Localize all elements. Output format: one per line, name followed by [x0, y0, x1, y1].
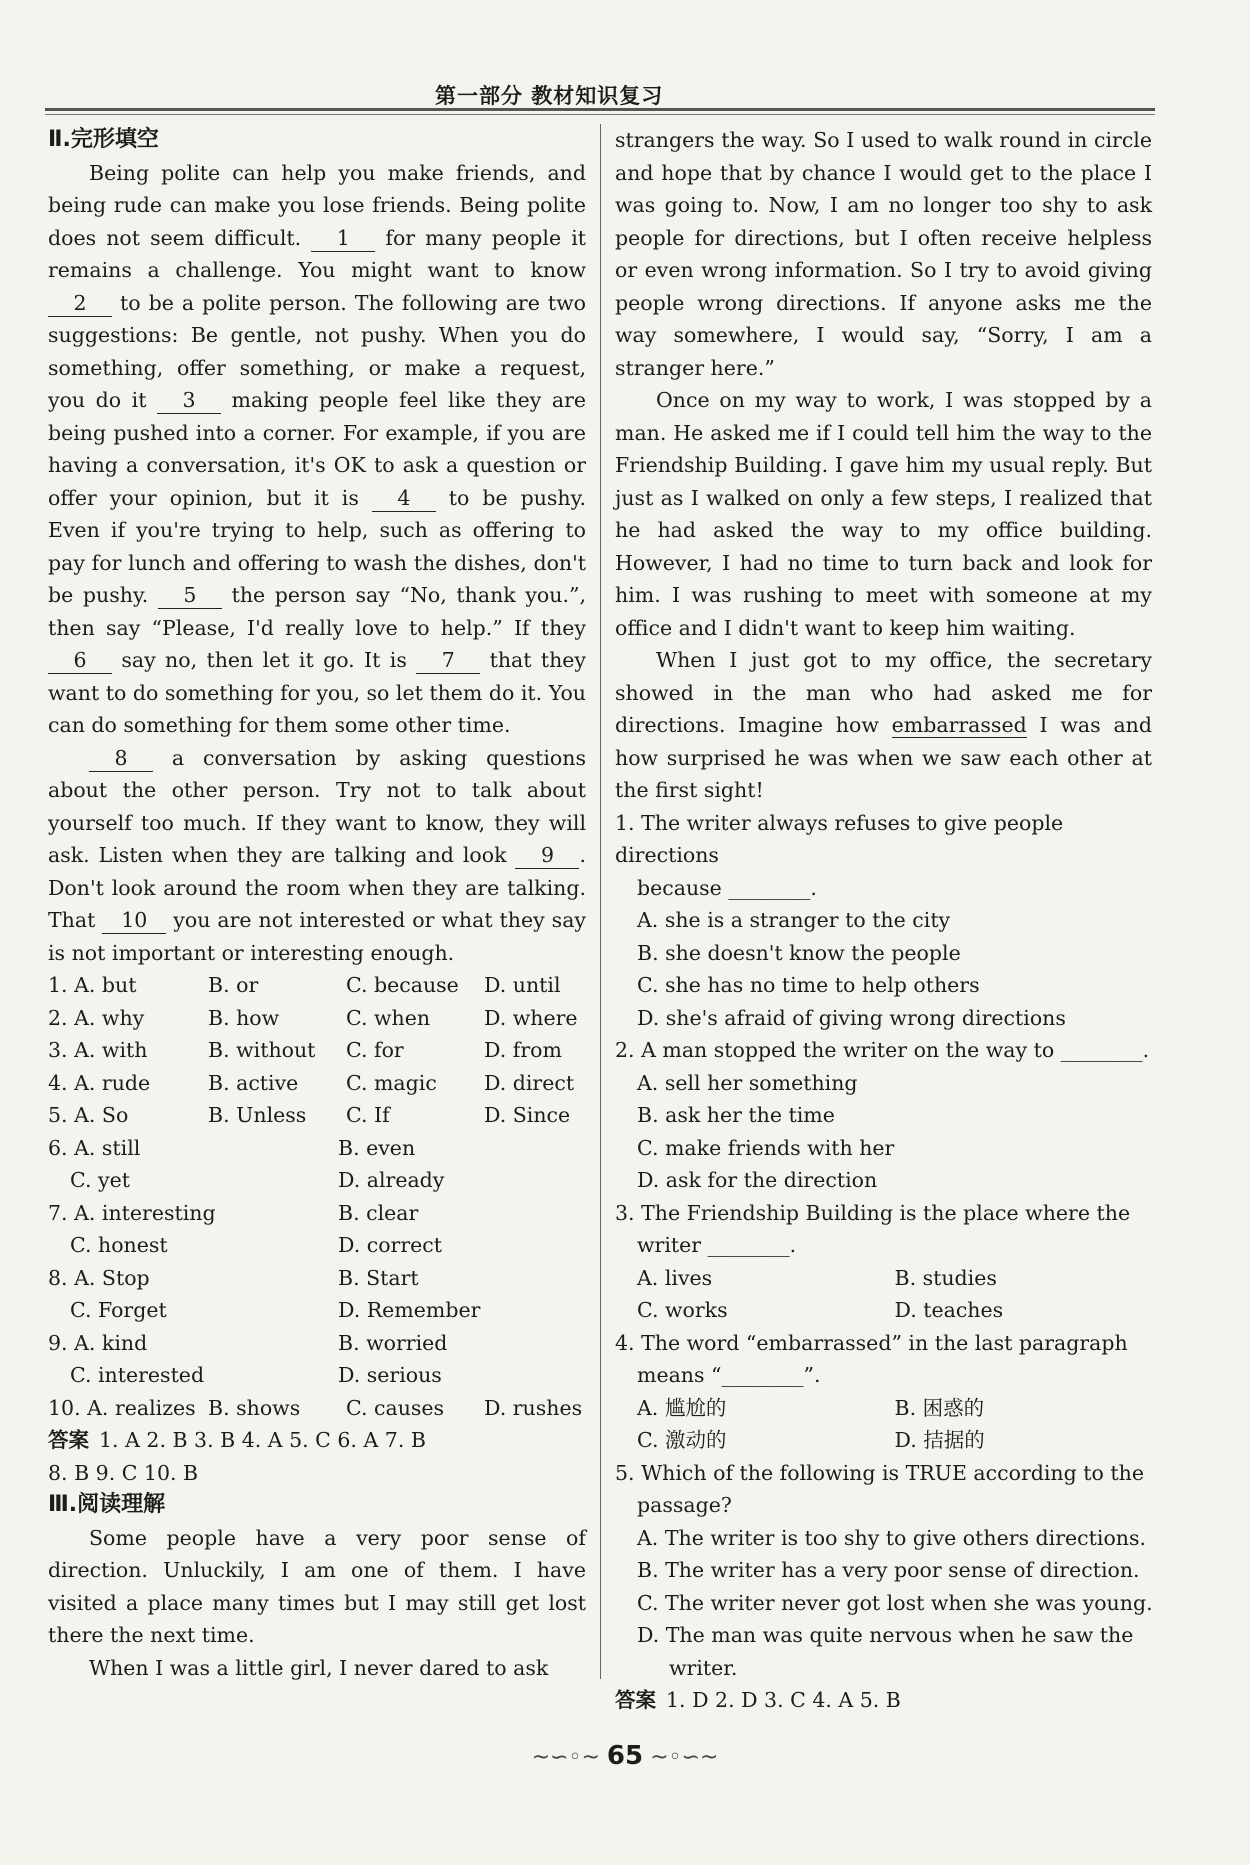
q1-option-b[interactable]: B. she doesn't know the people	[637, 940, 961, 965]
q3-option-a[interactable]: A. lives	[637, 1265, 713, 1290]
underlined-word: embarrassed	[891, 713, 1027, 737]
q3-option-b[interactable]: B. studies	[894, 1265, 997, 1290]
q3-option-c[interactable]: C. works	[637, 1298, 728, 1322]
cloze-paragraph-1: Being polite can help you make friends, and being rude can make you lose friends. Being polite does not seem difficult. 1 for many people it remains a challenge. You might want to know 2 to be a polite person. The following are two suggestions: Be gentle, not pushy. When you do something, offer something, or make a request, you do it 3 making people feel like they are being pushed into a corner. For example, if you are having a conversation, it's OK to ask a question or offer your opinion, but it is 4 to be pushy. Even if you're trying to help, such as offering to pay for lunch and offering to wash the dishes, don't be pushy. 5 the person say “No, thank you.”, then say “Please, I'd really love to help.” If they 6 say no, then let it go. It is 7 that they want to do something for you, so let them do it. You can do something for them some other time.	[48, 160, 587, 737]
q3-option-d[interactable]: D. teaches	[894, 1298, 1004, 1322]
question-2: 2. A man stopped the writer on the way to ________. A. sell her something B. ask her the time C. make friends with her D. ask for the direction	[615, 1034, 1152, 1197]
page-header	[45, 78, 1155, 118]
cloze-options-1: 1. A. but B. or C. because D. until	[48, 973, 561, 997]
cloze-blank-2[interactable]: 2	[48, 290, 112, 317]
reading-answers: 答案 1. D 2. D 3. C 4. A 5. B	[615, 1688, 901, 1712]
q5-option-d-cont: writer.	[669, 1655, 738, 1680]
q2-option-c[interactable]: C. make friends with her	[637, 1135, 895, 1160]
cloze-blank-10[interactable]: 10	[102, 907, 166, 934]
cloze-options-7b: C. honest D. correct	[70, 1233, 443, 1257]
cloze-blank-4[interactable]: 4	[372, 485, 436, 512]
q4-option-d[interactable]: D. 拮据的	[894, 1428, 985, 1452]
q1-option-d[interactable]: D. she's afraid of giving wrong directions	[637, 1005, 1066, 1030]
q5-option-a[interactable]: A. The writer is too shy to give others directions.	[637, 1525, 1147, 1550]
reading-paragraph-1: Some people have a very poor sense of direction. Unluckily, I am one of them. I have visited a place many times but I may still get lost there the next time.	[48, 1525, 586, 1647]
reading-paragraph-4: When I just got to my office, the secretary showed in the man who had asked me for directions. Imagine how embarrassed I was and how surprised he was when we saw each other at the first sight!	[615, 648, 1152, 802]
cloze-options-2: 2. A. why B. how C. when D. where	[48, 1005, 578, 1030]
cloze-options-9a: 9. A. kind B. worried	[48, 1330, 448, 1355]
cloze-options-10: 10. A. realizes B. shows C. causes D. rushes	[48, 1395, 583, 1420]
header-rule-thin	[45, 114, 1155, 115]
question-3: 3. The Friendship Building is the place where the writer ________. A. lives B. studies C. works D. teaches	[615, 1197, 1152, 1327]
cloze-options-3: 3. A. with B. without C. for D. from	[48, 1038, 562, 1062]
cloze-blank-7[interactable]: 7	[416, 647, 480, 674]
cloze-options-4: 4. A. rude B. active C. magic D. direct	[48, 1070, 575, 1095]
cloze-options-6b: C. yet D. already	[70, 1168, 445, 1192]
q2-option-a[interactable]: A. sell her something	[637, 1070, 858, 1095]
q4-option-c[interactable]: C. 激动的	[637, 1428, 727, 1452]
question-4: 4. The word “embarrassed” in the last paragraph means “________”. A. 尴尬的 B. 困惑的 C. 激动的 D. 拮据的	[615, 1327, 1152, 1457]
cloze-answers: 答案 1. A 2. B 3. B 4. A 5. C 6. A 7. B	[48, 1428, 426, 1452]
cloze-options-5: 5. A. So B. Unless C. If D. Since	[48, 1103, 571, 1127]
cloze-section-title: Ⅱ.完形填空	[48, 127, 159, 152]
cloze-blank-5[interactable]: 5	[158, 582, 222, 609]
header-rule	[45, 108, 1155, 111]
q5-option-b[interactable]: B. The writer has a very poor sense of direction.	[637, 1558, 1140, 1582]
cloze-blank-8[interactable]: 8	[89, 745, 153, 772]
right-column	[615, 124, 1152, 1717]
left-ornament-icon: ~∽◦~	[531, 1745, 607, 1770]
q4-option-a[interactable]: A. 尴尬的	[637, 1395, 727, 1420]
column-divider	[600, 124, 601, 1679]
q2-option-d[interactable]: D. ask for the direction	[637, 1168, 878, 1192]
left-column	[48, 124, 586, 1684]
q4-option-b[interactable]: B. 困惑的	[894, 1395, 985, 1420]
cloze-options-7a: 7. A. interesting B. clear	[48, 1200, 419, 1225]
cloze-blank-1[interactable]: 1	[311, 225, 375, 252]
q5-option-d[interactable]: D. The man was quite nervous when he saw the	[637, 1623, 1134, 1647]
q1-option-a[interactable]: A. she is a stranger to the city	[637, 908, 951, 932]
cloze-paragraph-2: 8 a conversation by asking questions about the other person. Try not to talk about yourself too much. If they want to know, they will ask. Listen when they are talking and look 9 . Don't look around the room when they are talking. That 10 you are not interested or what they say is not important or interesting enough.	[48, 745, 586, 965]
cloze-answers-cont: 8. B 9. C 10. B	[48, 1460, 199, 1485]
cloze-blank-6[interactable]: 6	[48, 647, 112, 674]
question-1: 1. The writer always refuses to give people directions because ________. A. she is a stranger to the city B. she doesn't know the people C. she has no time to help others D. she's afraid of giving wrong directions	[615, 807, 1152, 1035]
cloze-blank-9[interactable]: 9	[515, 842, 579, 869]
reading-paragraph-2-start: When I was a little girl, I never dared to ask	[89, 1655, 549, 1680]
page-number: ~∽◦~ 65 ~◦∽~	[531, 1741, 719, 1771]
cloze-blank-3[interactable]: 3	[157, 387, 221, 414]
cloze-options-9b: C. interested D. serious	[70, 1363, 442, 1387]
cloze-options-8a: 8. A. Stop B. Start	[48, 1265, 419, 1290]
q5-option-c[interactable]: C. The writer never got lost when she was young.	[637, 1590, 1153, 1615]
header-title: 第一部分 教材知识复习	[435, 84, 664, 108]
reading-paragraph-3: Once on my way to work, I was stopped by a man. He asked me if I could tell him the way to the Friendship Building. I gave him my usual reply. But just as I walked on only a few steps, I realized that he had asked the way to my office building. However, I had no time to turn back and look for him. I was rushing to meet with someone at my office and I didn't want to keep him waiting.	[615, 388, 1152, 640]
cloze-options-8b: C. Forget D. Remember	[70, 1298, 481, 1322]
question-5: 5. Which of the following is TRUE according to the passage? A. The writer is too shy to give others directions. B. The writer has a very poor sense of direction. C. The writer never got lost when she was young. D. The man was quite nervous when he saw the writer.	[615, 1457, 1152, 1685]
q2-option-b[interactable]: B. ask her the time	[637, 1103, 835, 1127]
right-ornament-icon: ~◦∽~	[643, 1745, 719, 1770]
q1-option-c[interactable]: C. she has no time to help others	[637, 973, 980, 997]
cloze-options-6a: 6. A. still B. even	[48, 1135, 416, 1160]
reading-section-title: Ⅲ.阅读理解	[48, 1492, 166, 1517]
reading-paragraph-2-cont: strangers the way. So I used to walk round in circle and hope that by chance I would get to the place I was going to. Now, I am no longer too shy to ask people for directions, but I often receive helpless or even wrong information. So I try to avoid giving people wrong directions. If anyone asks me the way somewhere, I would say, “Sorry, I am a stranger here.”	[615, 128, 1152, 380]
